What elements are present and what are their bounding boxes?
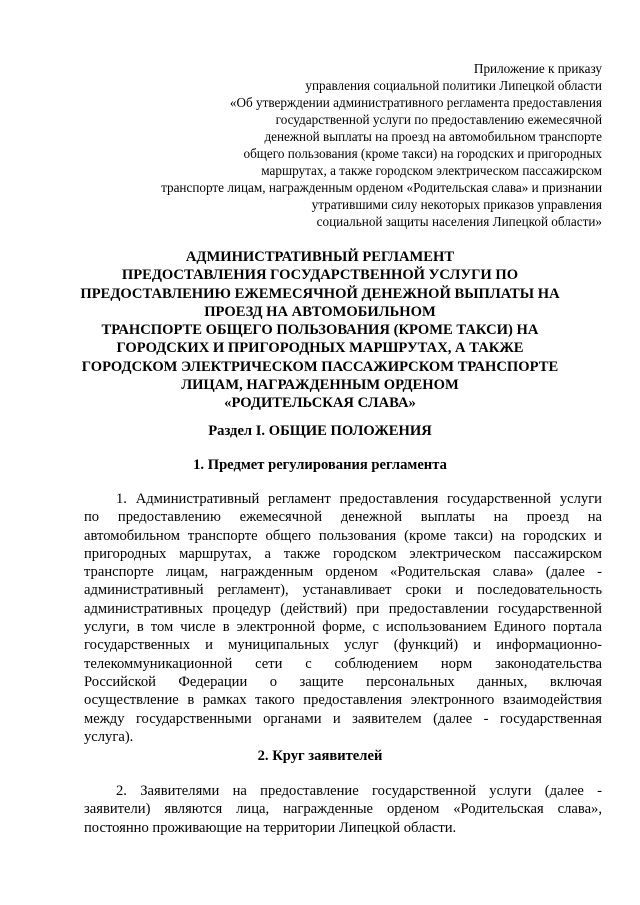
title-line: «РОДИТЕЛЬСКАЯ СЛАВА»: [224, 395, 416, 412]
paragraph-line: государственных и муниципальных услуг (функций) и информационно-: [84, 637, 602, 654]
title-line: ГОРОДСКИХ И ПРИГОРОДНЫХ МАРШРУТАХ, А ТАКЖЕ: [116, 340, 524, 357]
title-line: ПРОЕЗД НА АВТОМОБИЛЬНОМ: [204, 303, 436, 320]
paragraph-line: автомобильном транспорте общего пользования (кроме такси) на городских и: [84, 527, 602, 544]
appendix-line: утратившими силу некоторых приказов управления: [311, 197, 602, 212]
paragraph-1: [84, 490, 602, 746]
section-heading: Раздел I. ОБЩИЕ ПОЛОЖЕНИЯ: [208, 423, 432, 439]
appendix-line: Приложение к приказу: [473, 61, 602, 76]
paragraph-line: услуга).: [84, 728, 134, 745]
paragraph-line: между государственными органами и заявителем (далее - государственная: [84, 710, 602, 727]
appendix-line: общего пользования (кроме такси) на городских и пригородных: [243, 146, 602, 161]
subsection-heading-2: 2. Круг заявителей: [257, 748, 383, 764]
paragraph-line: транспорте лицам, награжденным орденом «Родительская слава» (далее -: [84, 564, 602, 581]
paragraph-line: осуществление в рамках такого предоставления электронного взаимодействия: [84, 692, 602, 709]
paragraph-2: [84, 782, 602, 837]
appendix-line: маршрутах, а также городском электрическом пассажирском: [261, 163, 602, 178]
title-line: ЛИЦАМ, НАГРАЖДЕННЫМ ОРДЕНОМ: [181, 377, 459, 394]
paragraph-line: административных процедур (действий) при предоставлении государственной: [84, 600, 602, 617]
title-line: ПРЕДОСТАВЛЕНИЮ ЕЖЕМЕСЯЧНОЙ ДЕНЕЖНОЙ ВЫПЛАТЫ НА: [80, 285, 560, 302]
appendix-line: транспорте лицам, награжденным орденом «Родительская слава» и признании: [161, 180, 602, 195]
paragraph-line: постоянно проживающие на территории Липецкой области.: [84, 819, 457, 836]
paragraph-line: услуги, в том числе в электронной форме, с использованием Единого портала: [84, 619, 602, 636]
title-line: ТРАНСПОРТЕ ОБЩЕГО ПОЛЬЗОВАНИЯ (КРОМЕ ТАКСИ) НА: [101, 322, 539, 339]
appendix-note: [42, 60, 602, 230]
paragraph-line: пригородных маршрутах, а также городском электрическом пассажирском: [84, 545, 602, 562]
paragraph-line: по предоставлению ежемесячной денежной выплаты на проезд на: [84, 509, 602, 526]
title-line: ПРЕДОСТАВЛЕНИЯ ГОСУДАРСТВЕННОЙ УСЛУГИ ПО: [121, 267, 519, 284]
paragraph-line: 1. Административный регламент предоставления государственной услуги: [116, 491, 602, 507]
subsection-heading-1: 1. Предмет регулирования регламента: [193, 457, 447, 473]
paragraph-line: 2. Заявителями на предоставление государственной услуги (далее -: [116, 783, 602, 799]
paragraph-line: административный регламент), устанавливает сроки и последовательность: [84, 582, 602, 599]
title-line: ГОРОДСКОМ ЭЛЕКТРИЧЕСКОМ ПАССАЖИРСКОМ ТРАНСПОРТЕ: [81, 358, 559, 375]
appendix-line: «Об утверждении административного регламента предоставления: [229, 95, 602, 110]
appendix-line: социальной защиты населения Липецкой области»: [316, 214, 602, 229]
document-title: [60, 248, 580, 413]
paragraph-line: заявители) являются лица, награжденные орденом «Родительская слава»,: [84, 801, 602, 818]
title-line: АДМИНИСТРАТИВНЫЙ РЕГЛАМЕНТ: [185, 249, 455, 265]
paragraph-line: Российской Федерации о защите персональных данных, включая: [84, 673, 602, 690]
appendix-line: управления социальной политики Липецкой области: [305, 78, 602, 93]
appendix-line: государственной услуги по предоставлению ежемесячной: [275, 112, 602, 127]
paragraph-line: телекоммуникационной сети с соблюдением норм законодательства: [84, 655, 602, 672]
appendix-line: денежной выплаты на проезд на автомобильном транспорте: [264, 129, 602, 144]
